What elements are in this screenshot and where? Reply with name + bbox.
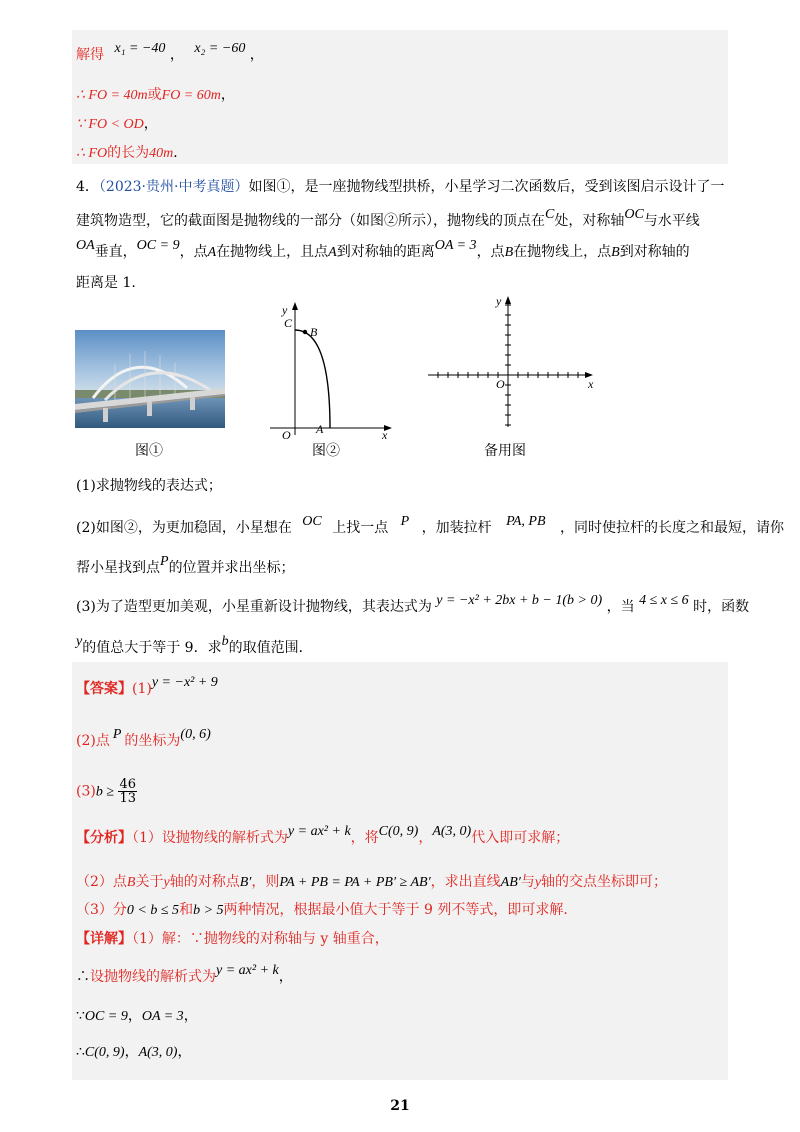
fig2-a-label: A [316, 422, 324, 436]
fig2-x-label: x [382, 428, 388, 440]
problem-stem-line-2: 建筑物造型，它的截面图是抛物线的一部分（如图②所示），抛物线的顶点在C处，对称轴OC与水平线 [76, 207, 700, 229]
problem-stem-line-3: OA垂直，OC = 9，点A在抛物线上，且点A到对称轴的距离OA = 3，点B在抛物线上，点B到对称轴的 [76, 238, 690, 260]
figure-caption-1: 图① [135, 443, 163, 459]
answer-2: (2)点 P 的坐标为(0, 6) [76, 727, 211, 749]
analysis-line-3: （3）分0 < b ≤ 5和b > 5两种情况，根据最小值大于等于 9 列不等式，即可求解． [76, 902, 578, 918]
analysis-line-2: （2）点B关于y轴的对称点B′，则PA + PB = PA + PB′ ≥ AB′，求出直线AB′与y轴的交点坐标即可； [76, 874, 668, 890]
fig2-b-label: B [310, 325, 318, 339]
bridge-photo [75, 330, 225, 428]
answer-3: (3)b ≥ $\frac{46}{13}$ [76, 777, 137, 806]
solution-line-1: 解得 x₁ = −40 ， x₂ = −60 ， [76, 41, 264, 63]
answer-3-fraction: $\frac{46}{13}$ [119, 777, 137, 806]
solution-line-3: ∵ FO < OD， [76, 116, 158, 132]
root-x2: x₂ = −60 [194, 41, 246, 56]
problem-stem-line-1: 4．（2023·贵州·中考真题）如图①，是一座抛物线型拱桥，小星学习二次函数后，受到该图启示设计了一 [76, 179, 725, 195]
point-b-dot [303, 330, 307, 334]
bridge-photo-image [75, 330, 225, 428]
detail-line-4: ∴C(0, 9)，A(3, 0)， [76, 1044, 192, 1060]
answer-label: 【答案】 [76, 681, 132, 697]
fig2-o-label: O [282, 428, 291, 440]
question-2-line-1: (2)如图②，为更加稳固，小星想在 OC 上找一点 P ，加装拉杆 PA, PB ，同时使拉杆的长度之和最短，请你 [76, 514, 784, 536]
root-x1: x₁ = −40 [114, 41, 166, 56]
fig2-y-label: y [282, 303, 288, 317]
question-3-line-2: y的值总大于等于 9．求b的取值范围． [76, 634, 313, 656]
analysis-label: 【分析】 [76, 830, 132, 846]
page-number: 21 [390, 1098, 410, 1114]
solution-line-4: ∴ FO的长为40m． [76, 145, 188, 161]
solution-line-2: ∴ FO = 40m或FO = 60m， [76, 87, 235, 103]
detail-line-1: 【详解】（1）解：∵抛物线的对称轴与 y 轴重合， [76, 931, 389, 947]
detail-label: 【详解】 [76, 931, 132, 947]
problem-stem-line-4: 距离是 1. [76, 275, 136, 291]
fig3-o-label: O [496, 377, 505, 391]
answer-1: 【答案】(1)y = −x² + 9 [76, 675, 218, 697]
question-2-line-2: 帮小星找到点P的位置并求出坐标； [76, 554, 295, 576]
fig3-x-label: x [588, 377, 594, 391]
detail-line-2: ∴设抛物线的解析式为y = ax² + k， [76, 963, 293, 985]
spare-axes-figure [422, 293, 602, 433]
fig3-y-label: y [496, 294, 502, 308]
figure-caption-3: 备用图 [484, 443, 526, 459]
detail-line-3: ∵OC = 9，OA = 3， [76, 1008, 198, 1024]
question-3-line-1: (3)为了造型更加美观，小星重新设计抛物线，其表达式为 y = −x² + 2bx + b − 1(b > 0) ，当 4 ≤ x ≤ 6 时，函数 [76, 593, 750, 615]
problem-source: （2023·贵州·中考真题） [98, 179, 249, 195]
analysis-line-1: 【分析】（1）设抛物线的解析式为y = ax² + k，将C(0, 9)，A(3, 0)代入即可求解； [76, 824, 570, 846]
figure-caption-2: 图② [312, 443, 340, 459]
question-1: (1)求抛物线的表达式； [76, 478, 222, 494]
parabola-figure [260, 300, 400, 440]
fig2-c-label: C [284, 316, 293, 330]
